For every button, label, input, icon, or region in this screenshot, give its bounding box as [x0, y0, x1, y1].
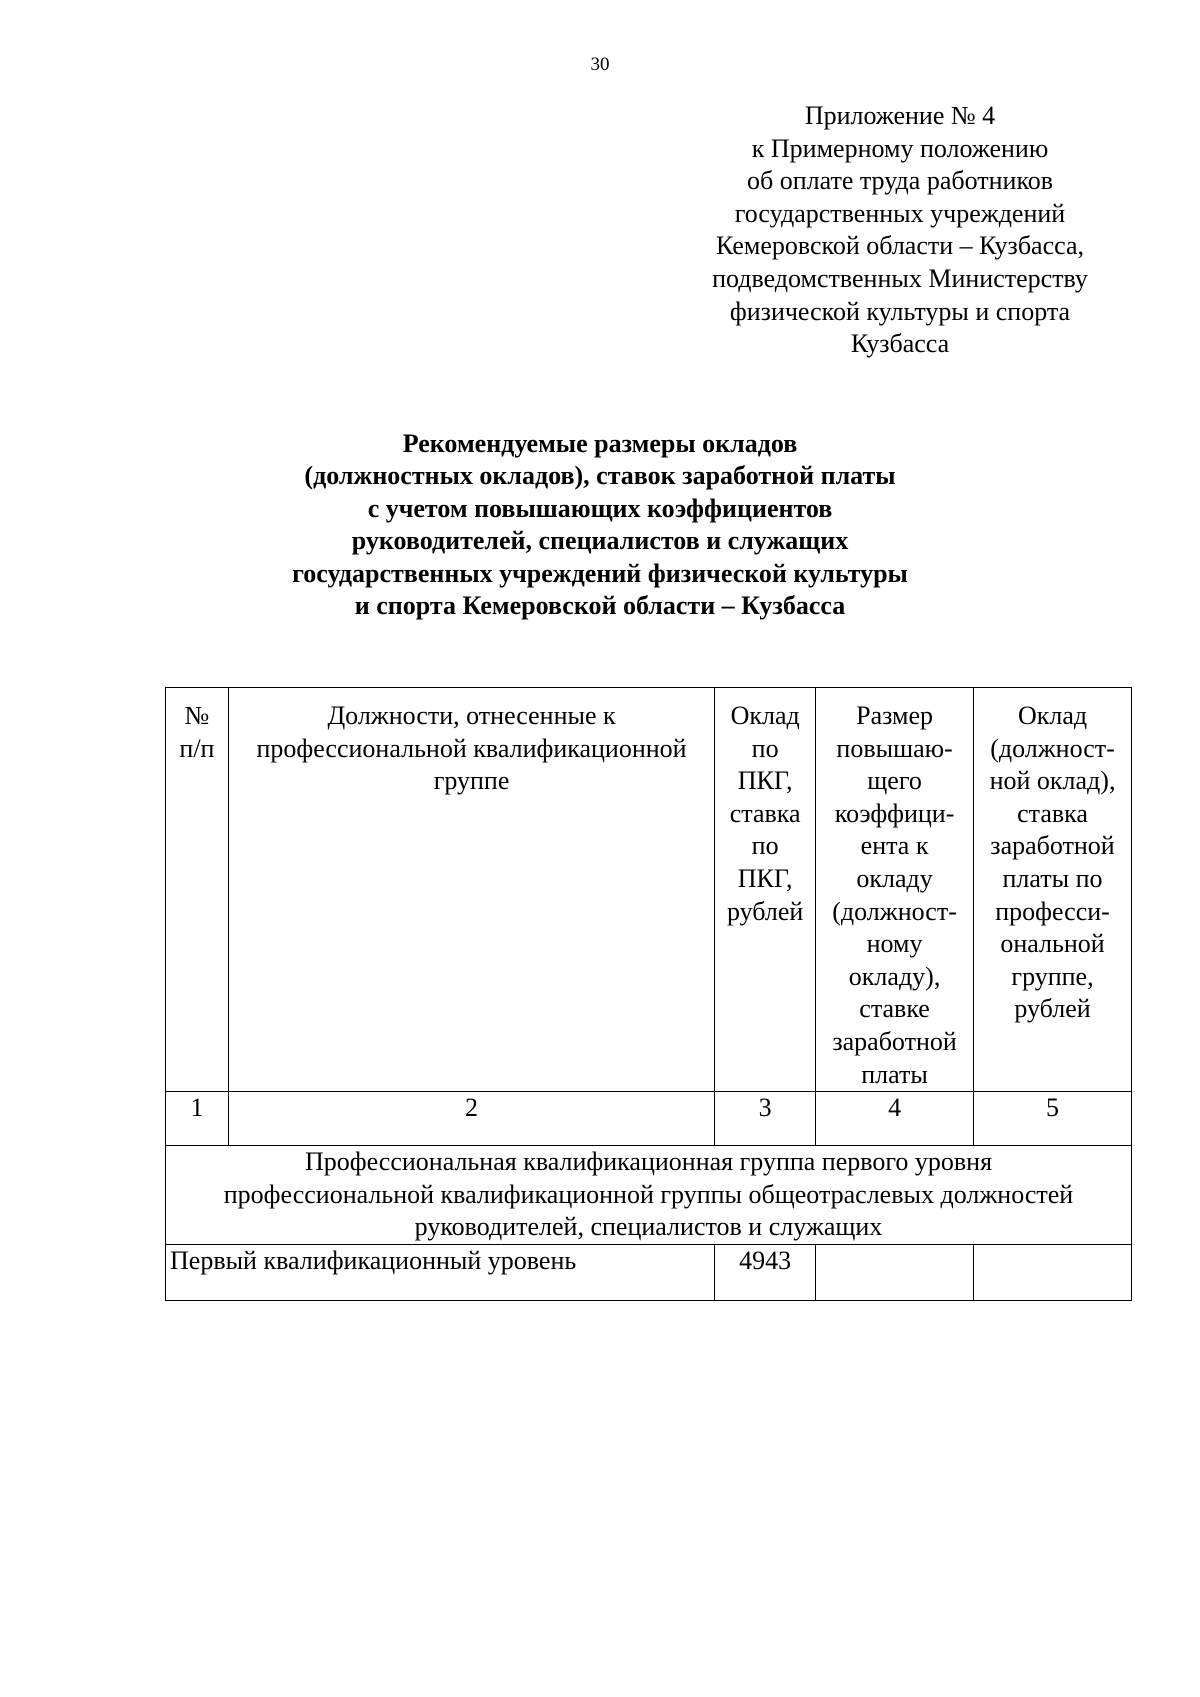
header-pkg-salary-text: Оклад по ПКГ, ставка по ПКГ, рублей [726, 701, 804, 926]
level-coefficient [816, 1244, 974, 1300]
group-row [166, 1146, 1132, 1245]
header-positions [228, 688, 714, 1092]
appendix-line: Кузбасса [850, 329, 950, 359]
level-total [974, 1244, 1132, 1300]
level-salary: 4943 [715, 1244, 816, 1300]
column-number: 5 [974, 1092, 1132, 1146]
appendix-line: подведомственных Министерству [712, 263, 1088, 293]
appendix-block [700, 100, 1100, 361]
header-pkg-salary [715, 688, 816, 1092]
column-number: 4 [816, 1092, 974, 1146]
appendix-line: Кемеровской области – Кузбасса, [715, 231, 1085, 261]
header-number [166, 688, 229, 1092]
header-number-text: № п/п [179, 701, 215, 763]
header-total-salary-text: Оклад (должност- ной оклад), ставка заработной платы по професси- ональной группе, рублей [989, 701, 1116, 1024]
appendix-line: Приложение № 4 [804, 101, 996, 130]
title-line: Рекомендуемые размеры окладов [402, 429, 798, 458]
header-positions-text: Должности, отнесенные к профессиональной квалификационной группе [256, 701, 687, 796]
column-number: 3 [715, 1092, 816, 1146]
column-number: 2 [228, 1092, 714, 1146]
column-number: 1 [166, 1092, 229, 1146]
table-row [166, 1244, 1132, 1300]
level-name: Первый квалификационный уровень [166, 1244, 715, 1300]
appendix-line: государственных учреждений [734, 198, 1066, 228]
salary-table [165, 687, 1132, 1301]
group-title-cell [166, 1146, 1132, 1245]
header-coefficient-text: Размер повышаю- щего коэффици- ента к окладу (должност- ному окладу), ставке заработной платы [832, 701, 957, 1089]
group-title: Профессиональная квалификационная группа первого уровня профессиональной квалификационной группы общеотраслевых должностей руководителей, специалистов и служащих [223, 1147, 1074, 1242]
appendix-line: об оплате труда работников [746, 166, 1054, 196]
document-title [0, 428, 1200, 622]
title-line: и спорта Кемеровской области – Кузбасса [354, 591, 846, 621]
title-line: (должностных окладов), ставок заработной платы [304, 461, 896, 491]
appendix-line: физической культуры и спорта [729, 296, 1071, 326]
title-line: руководителей, специалистов и служащих [351, 526, 849, 556]
header-row [166, 688, 1132, 1092]
title-line: государственных учреждений физической культуры [292, 558, 908, 588]
appendix-line: к Примерному положению [751, 133, 1049, 163]
header-coefficient [816, 688, 974, 1092]
title-line: с учетом повышающих коэффициентов [367, 493, 833, 523]
page-number: 30 [590, 54, 610, 75]
column-number-row [166, 1092, 1132, 1146]
header-total-salary [974, 688, 1132, 1092]
